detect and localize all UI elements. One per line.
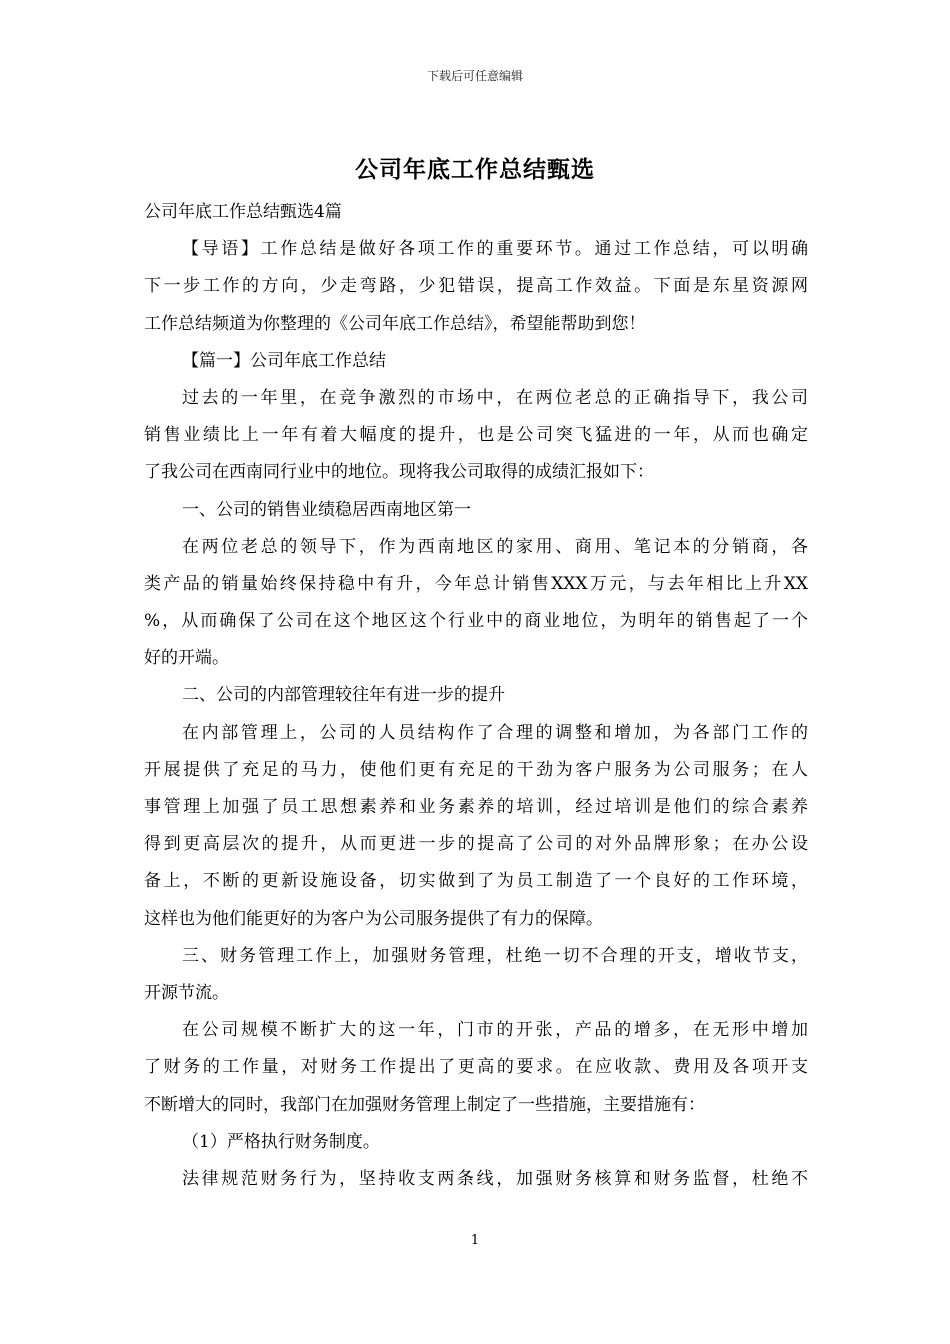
text-line: 开源节流。 [144,982,229,1003]
page-header: 下载后可任意编辑 [426,69,523,83]
document-title: 公司年底工作总结甄选 [355,156,595,183]
text-line: 【导语】工作总结是做好各项工作的重要环节。通过工作总结，可以明确 [182,239,808,260]
text-line: 了财务的工作量，对财务工作提出了更高的要求。在应收款、费用及各项开支 [144,1057,808,1078]
text-line: 好的开端。 [144,648,229,669]
text-line: 这样也为他们能更好的为客户为公司服务提供了有力的保障。 [144,908,603,929]
text-line: 销售业绩比上一年有着大幅度的提升，也是公司突飞猛进的一年，从而也确定 [144,425,808,446]
text-line: 一、公司的销售业绩稳居西南地区第一 [182,499,471,520]
text-line: 公司年底工作总结甄选4篇 [144,202,342,222]
text-line: 备上，不断的更新设施设备，切实做到了为员工制造了一个良好的工作环境， [144,871,808,892]
text-line: 得到更高层次的提升，从而更进一步的提高了公司的对外品牌形象；在办公设 [144,834,808,855]
text-line: 在公司规模不断扩大的这一年，门市的开张，产品的增多，在无形中增加 [182,1020,808,1041]
text-line: 类产品的销量始终保持稳中有升，今年总计销售XXX万元，与去年相比上升XX [144,573,808,594]
document-body [144,194,808,1198]
text-line: （1）严格执行财务制度。 [182,1131,380,1152]
text-line: 事管理上加强了员工思想素养和业务素养的培训，经过培训是他们的综合素养 [144,797,808,817]
text-line: 在内部管理上，公司的人员结构作了合理的调整和增加，为各部门工作的 [182,722,808,743]
text-line: 法律规范财务行为，坚持收支两条线，加强财务核算和财务监督，杜绝不 [182,1168,808,1189]
text-line: 过去的一年里，在竞争激烈的市场中，在两位老总的正确指导下，我公司 [182,387,808,408]
text-line: 二、公司的内部管理较往年有进一步的提升 [182,685,505,706]
text-line: 工作总结频道为你整理的《公司年底工作总结》，希望能帮助到您！ [144,313,646,334]
text-line: %，从而确保了公司在这个地区这个行业中的商业地位，为明年的销售起了一个 [144,611,808,632]
text-line: 三、财务管理工作上，加强财务管理，杜绝一切不合理的开支，增收节支， [182,945,808,966]
text-line: 【篇一】公司年底工作总结 [182,350,386,371]
text-line: 下一步工作的方向，少走弯路，少犯错误，提高工作效益。下面是东星资源网 [144,276,808,297]
page-number: 1 [470,1233,480,1248]
text-line: 了我公司在西南同行业中的地位。现将我公司取得的成绩汇报如下： [144,462,654,483]
text-line: 不断增大的同时，我部门在加强财务管理上制定了一些措施，主要措施有： [144,1094,705,1115]
text-line: 在两位老总的领导下，作为西南地区的家用、商用、笔记本的分销商，各 [182,536,808,557]
text-line: 开展提供了充足的马力，使他们更有充足的干劲为客户服务为公司服务；在人 [144,759,808,780]
